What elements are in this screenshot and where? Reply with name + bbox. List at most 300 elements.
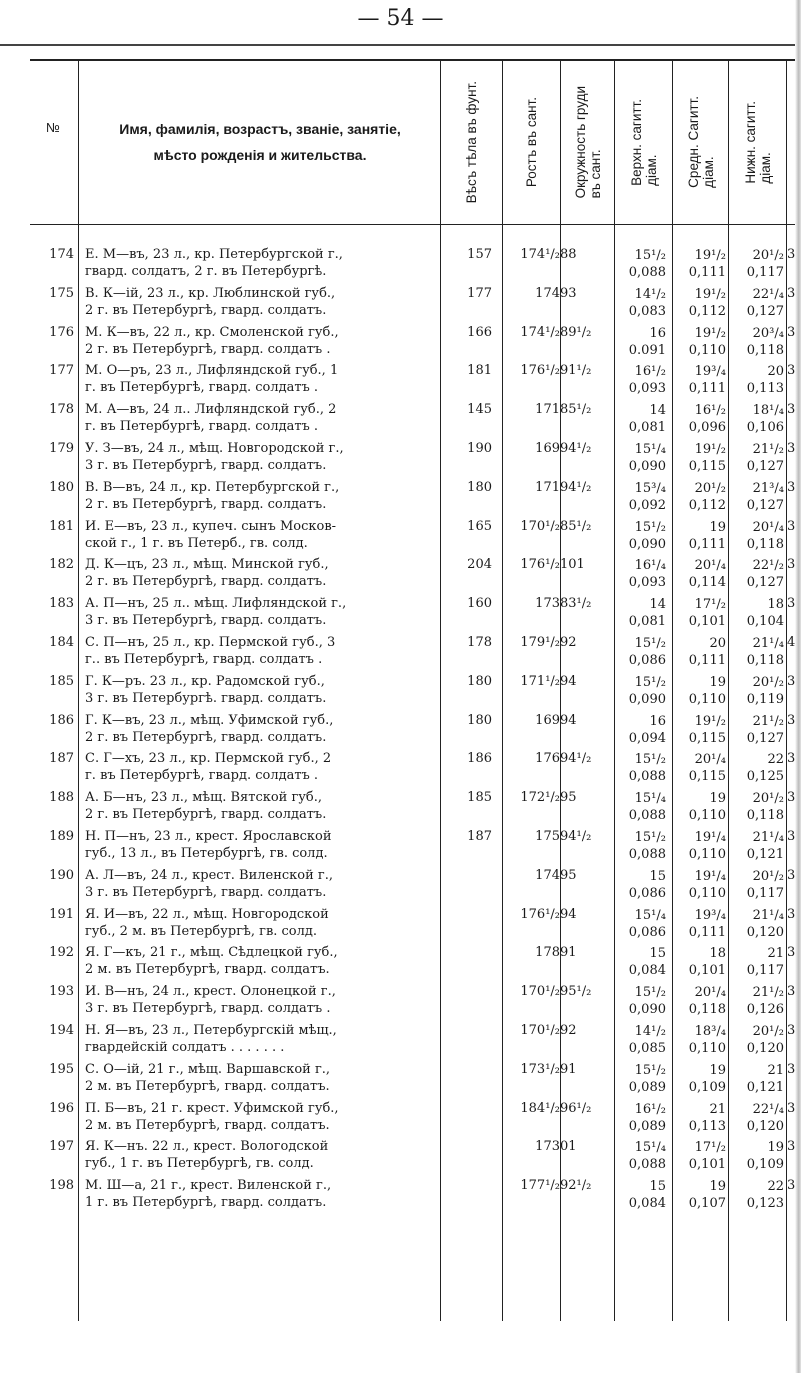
- middle-sagittal-ratio: 0,107: [688, 1196, 726, 1212]
- height-value: 179¹/₂: [520, 635, 560, 650]
- header-bottom-border: [30, 224, 801, 225]
- lower-sagittal-value: 21¹/₄: [752, 636, 784, 651]
- row-number: 178: [49, 402, 74, 418]
- cut-off-column-value: 3: [787, 751, 796, 767]
- upper-sagittal: [614, 751, 666, 785]
- row-number: 182: [49, 557, 74, 573]
- upper-sagittal-value: 14: [649, 403, 666, 419]
- table-row: [30, 439, 801, 478]
- description-line-1: Д. К—цъ, 23 л., мѣщ. Минской губ.,: [85, 557, 329, 573]
- lower-sagittal-ratio: 0,117: [746, 963, 784, 979]
- person-description: [85, 1061, 445, 1095]
- description-line-1: М. О—ръ, 23 л., Лифляндской губ., 1: [85, 363, 339, 379]
- middle-sagittal: [670, 286, 726, 320]
- upper-sagittal-value: 15¹/₂: [634, 830, 666, 845]
- person-description: [85, 712, 445, 746]
- page-edge-shadow: [795, 0, 801, 1373]
- upper-sagittal-ratio: 0,088: [628, 808, 666, 824]
- middle-sagittal-value: 17¹/₂: [694, 597, 726, 613]
- description-line-1: Г. К—въ, 23 л., мѣщ. Уфимской губ.,: [85, 712, 334, 728]
- upper-sagittal-ratio: 0.091: [628, 342, 666, 358]
- middle-sagittal-ratio: 0,115: [688, 459, 726, 474]
- person-description: [85, 401, 445, 435]
- lower-sagittal: [728, 596, 784, 630]
- lower-sagittal: [728, 519, 784, 553]
- cut-off-column-value: 3: [787, 402, 796, 418]
- table-row: [30, 905, 801, 944]
- weight-value: 180: [467, 712, 492, 728]
- chest-value: 93: [560, 285, 577, 301]
- middle-sagittal-value: 19: [709, 519, 726, 535]
- description-line-1: Г. К—ръ. 23 л., кр. Радомской губ.,: [85, 673, 325, 689]
- cut-off-column-value: 3: [787, 557, 796, 573]
- middle-sagittal-ratio: 0,114: [688, 575, 726, 591]
- middle-sagittal: [670, 402, 726, 436]
- cut-off-column-value: 3: [787, 1061, 796, 1077]
- upper-sagittal-value: 16¹/₂: [634, 1101, 666, 1117]
- row-number: 185: [49, 673, 74, 689]
- lower-sagittal-ratio: 0,127: [746, 459, 784, 474]
- table-row: [30, 1099, 801, 1138]
- middle-sagittal-value: 20¹/₂: [694, 480, 726, 496]
- height-value: 171¹/₂: [520, 673, 560, 689]
- middle-sagittal: [670, 325, 726, 359]
- description-line-2: г. въ Петербургѣ, гвард. солдатъ .: [85, 419, 319, 435]
- lower-sagittal-ratio: 0,126: [746, 1002, 784, 1018]
- page-number: — 54 —: [357, 6, 444, 31]
- chest-value: 85¹/₂: [560, 402, 592, 418]
- description-line-1: С. П—нъ, 25 л., кр. Пермской губ., 3: [85, 635, 336, 650]
- lower-sagittal-value: 21: [767, 946, 784, 962]
- person-description: [85, 944, 445, 978]
- person-description: [85, 1177, 445, 1211]
- upper-sagittal-ratio: 0,088: [628, 769, 666, 785]
- height-value: 173¹/₂: [520, 1061, 560, 1077]
- cut-off-column-value: 3: [787, 247, 796, 262]
- table-row: [30, 1021, 801, 1060]
- person-description: [85, 246, 445, 280]
- middle-sagittal: [670, 557, 726, 591]
- upper-sagittal-ratio: 0,088: [628, 1157, 666, 1173]
- middle-sagittal-value: 19: [709, 674, 726, 690]
- person-description: [85, 595, 445, 629]
- description-line-1: И. Е—въ, 23 л., купеч. сынъ Москов-: [85, 518, 337, 534]
- middle-sagittal-value: 19³/₄: [694, 907, 726, 923]
- middle-sagittal-ratio: 0,110: [688, 847, 726, 862]
- middle-sagittal-ratio: 0,110: [688, 808, 726, 824]
- upper-sagittal: [614, 790, 666, 824]
- description-line-1: Я. И—въ, 22 л., мѣщ. Новгородской: [85, 906, 329, 922]
- middle-sagittal: [670, 984, 726, 1018]
- lower-sagittal-value: 21: [767, 1062, 784, 1078]
- upper-sagittal-value: 15¹/₄: [634, 907, 666, 923]
- row-number: 175: [49, 285, 74, 301]
- middle-sagittal-value: 19¹/₂: [694, 442, 726, 457]
- lower-sagittal-ratio: 0,123: [746, 1196, 784, 1212]
- description-line-2: 2 г. въ Петербургѣ, гвард. солдатъ .: [85, 341, 331, 357]
- description-line-1: А. Л—въ, 24 л., крест. Виленской г.,: [85, 867, 333, 883]
- description-line-1: Н. П—нъ, 23 л., крест. Ярославской: [85, 829, 332, 844]
- lower-sagittal-value: 19: [767, 1140, 784, 1156]
- table-row: [30, 982, 801, 1021]
- upper-sagittal-value: 15¹/₂: [634, 248, 666, 263]
- lower-sagittal-ratio: 0,118: [746, 653, 784, 668]
- upper-sagittal: [614, 907, 666, 941]
- upper-sagittal: [614, 480, 666, 514]
- header-height: Ростъ въ сант.: [524, 96, 539, 188]
- lower-sagittal-ratio: 0,120: [746, 924, 784, 940]
- description-line-2: 2 г. въ Петербургѣ, гвард. солдатъ.: [85, 729, 327, 745]
- upper-sagittal: [614, 247, 666, 281]
- upper-sagittal-value: 14: [649, 597, 666, 613]
- table-row: [30, 711, 801, 750]
- upper-sagittal: [614, 984, 666, 1018]
- lower-sagittal-value: 22¹/₂: [752, 558, 784, 574]
- lower-sagittal: [728, 286, 784, 320]
- middle-sagittal-ratio: 0,111: [688, 381, 726, 397]
- person-description: [85, 285, 445, 319]
- height-value: 176¹/₂: [520, 557, 560, 573]
- description-line-2: 3 г. въ Петербургѣ, гвард. солдатъ.: [85, 884, 327, 900]
- middle-sagittal-ratio: 0,118: [688, 1002, 726, 1018]
- weight-value: 166: [467, 324, 492, 340]
- upper-sagittal: [614, 1062, 666, 1096]
- middle-sagittal-ratio: 0,110: [688, 691, 726, 707]
- upper-sagittal: [614, 557, 666, 591]
- lower-sagittal-value: 21³/₄: [752, 480, 784, 496]
- weight-value: 165: [467, 518, 492, 534]
- lower-sagittal-ratio: 0,119: [746, 691, 784, 707]
- chest-value: 91¹/₂: [560, 363, 592, 379]
- description-line-1: М. К—въ, 22 л., кр. Смоленской губ.,: [85, 324, 339, 340]
- table-row: [30, 943, 801, 982]
- weight-value: 180: [467, 673, 492, 689]
- header-chest: Окружность груди въ сант.: [572, 85, 603, 199]
- chest-value: 94: [560, 673, 577, 689]
- table-row: [30, 788, 801, 827]
- description-line-2: 2 г. въ Петербургѣ, гвард. солдатъ.: [85, 807, 327, 823]
- row-number: 195: [49, 1061, 74, 1077]
- lower-sagittal-ratio: 0,113: [746, 381, 784, 397]
- height-value: 170¹/₂: [520, 1023, 560, 1038]
- description-line-2: 2 г. въ Петербургѣ, гвард. солдатъ.: [85, 496, 327, 512]
- description-line-2: 3 г. въ Петербургѣ, гвард. солдатъ.: [85, 458, 327, 473]
- description-line-1: А. Б—нъ, 23 л., мѣщ. Вятской губ.,: [85, 790, 323, 806]
- upper-sagittal-value: 15¹/₂: [634, 674, 666, 690]
- description-line-1: С. О—ій, 21 г., мѣщ. Варшавской г.,: [85, 1061, 331, 1077]
- height-value: 173: [535, 596, 560, 612]
- upper-sagittal-ratio: 0,086: [628, 924, 666, 940]
- description-line-2: гвард. солдатъ, 2 г. въ Петербургѣ.: [85, 264, 327, 279]
- row-number: 176: [49, 324, 74, 340]
- middle-sagittal-ratio: 0,111: [688, 536, 726, 552]
- lower-sagittal-ratio: 0,118: [746, 536, 784, 552]
- height-value: 184¹/₂: [520, 1100, 560, 1116]
- person-description: [85, 983, 445, 1017]
- person-description: [85, 440, 445, 474]
- upper-sagittal-value: 15¹/₂: [634, 519, 666, 535]
- lower-sagittal: [728, 1101, 784, 1135]
- upper-sagittal-ratio: 0,094: [628, 730, 666, 746]
- middle-sagittal-ratio: 0,115: [688, 730, 726, 746]
- upper-sagittal-ratio: 0,090: [628, 691, 666, 707]
- height-value: 176: [535, 751, 560, 767]
- chest-value: 94¹/₂: [560, 441, 592, 456]
- table-row: [30, 361, 801, 400]
- description-line-2: губ., 13 л., въ Петербургѣ, гв. солд.: [85, 846, 328, 861]
- height-value: 174¹/₂: [520, 324, 560, 340]
- lower-sagittal-ratio: 0,121: [746, 847, 784, 862]
- table-row: [30, 284, 801, 323]
- chest-value: 95: [560, 867, 577, 883]
- upper-sagittal-value: 16¹/₄: [634, 558, 666, 574]
- description-line-2: губ., 2 м. въ Петербургѣ, гв. солд.: [85, 923, 318, 939]
- middle-sagittal: [670, 945, 726, 979]
- table-row: [30, 555, 801, 594]
- row-number: 198: [49, 1178, 74, 1194]
- person-description: [85, 634, 445, 668]
- lower-sagittal-ratio: 0,120: [746, 1118, 784, 1134]
- middle-sagittal-ratio: 0,110: [688, 885, 726, 901]
- top-rule: [0, 44, 801, 46]
- description-line-2: 2 г. въ Петербургѣ, гвард. солдатъ.: [85, 302, 327, 318]
- upper-sagittal-ratio: 0,081: [628, 614, 666, 630]
- middle-sagittal: [670, 751, 726, 785]
- chest-value: 95¹/₂: [560, 984, 592, 1000]
- table-row: [30, 633, 801, 672]
- height-value: 174: [535, 867, 560, 883]
- middle-sagittal-value: 18³/₄: [694, 1024, 726, 1039]
- middle-sagittal: [670, 713, 726, 747]
- upper-sagittal-value: 16: [649, 325, 666, 341]
- person-description: [85, 673, 445, 707]
- lower-sagittal: [728, 402, 784, 436]
- chest-value: 94¹/₂: [560, 829, 592, 844]
- upper-sagittal: [614, 519, 666, 553]
- table-row: [30, 827, 801, 866]
- table-row: [30, 517, 801, 556]
- lower-sagittal-value: 18: [767, 597, 784, 613]
- height-value: 178: [535, 945, 560, 961]
- header-upper-sagittal: Верхн. сагитт. діам.: [628, 98, 659, 186]
- lower-sagittal: [728, 325, 784, 359]
- chest-value: 95: [560, 790, 577, 806]
- upper-sagittal-ratio: 0,093: [628, 575, 666, 591]
- cut-off-column-value: 3: [787, 479, 796, 495]
- middle-sagittal-value: 16¹/₂: [694, 403, 726, 419]
- middle-sagittal-ratio: 0,110: [688, 1041, 726, 1056]
- middle-sagittal: [670, 441, 726, 475]
- upper-sagittal-value: 15¹/₄: [634, 791, 666, 807]
- row-number: 177: [49, 363, 74, 379]
- upper-sagittal-value: 15¹/₂: [634, 636, 666, 651]
- description-line-1: С. Г—хъ, 23 л., кр. Пермской губ., 2: [85, 751, 332, 767]
- lower-sagittal: [728, 247, 784, 281]
- row-number: 192: [49, 945, 74, 961]
- height-value: 177¹/₂: [520, 1178, 560, 1194]
- lower-sagittal-value: 21¹/₄: [752, 830, 784, 845]
- person-description: [85, 906, 445, 940]
- lower-sagittal: [728, 1023, 784, 1057]
- row-number: 180: [49, 479, 74, 495]
- header-lower-sagittal: Нижн. сагитт. діам.: [742, 100, 773, 184]
- upper-sagittal-ratio: 0,086: [628, 653, 666, 668]
- weight-value: 180: [467, 479, 492, 495]
- description-line-2: г. въ Петербургѣ, гвард. солдатъ .: [85, 768, 319, 784]
- upper-sagittal-value: 15¹/₄: [634, 1140, 666, 1156]
- lower-sagittal-ratio: 0,118: [746, 808, 784, 824]
- row-number: 183: [49, 596, 74, 612]
- header-middle-sagittal: Средн. Сагитт. діам.: [685, 96, 716, 188]
- upper-sagittal-ratio: 0,088: [628, 265, 666, 280]
- upper-sagittal: [614, 402, 666, 436]
- chest-value: 91: [560, 945, 577, 961]
- cut-off-column-value: 3: [787, 829, 796, 844]
- lower-sagittal: [728, 790, 784, 824]
- row-number: 188: [49, 790, 74, 806]
- lower-sagittal-value: 20¹/₂: [752, 868, 784, 884]
- table-row: [30, 400, 801, 439]
- table-row: [30, 245, 801, 284]
- upper-sagittal: [614, 1139, 666, 1173]
- table-row: [30, 478, 801, 517]
- cut-off-column-value: 3: [787, 712, 796, 728]
- chest-value: 94: [560, 712, 577, 728]
- weight-value: 190: [467, 441, 492, 456]
- description-line-2: 2 м. въ Петербургѣ, гвард. солдатъ.: [85, 1078, 330, 1094]
- lower-sagittal-value: 21¹/₂: [752, 713, 784, 729]
- upper-sagittal-value: 15¹/₂: [634, 752, 666, 768]
- lower-sagittal-value: 20¹/₂: [752, 1024, 784, 1039]
- upper-sagittal-value: 15¹/₂: [634, 1062, 666, 1078]
- chest-value: 94¹/₂: [560, 479, 592, 495]
- upper-sagittal-ratio: 0,084: [628, 963, 666, 979]
- weight-value: 185: [467, 790, 492, 806]
- middle-sagittal-ratio: 0,113: [688, 1118, 726, 1134]
- header-number: №: [46, 120, 60, 135]
- lower-sagittal-value: 20³/₄: [752, 325, 784, 341]
- height-value: 176¹/₂: [520, 906, 560, 922]
- weight-value: 178: [467, 635, 492, 650]
- upper-sagittal: [614, 325, 666, 359]
- middle-sagittal-ratio: 0,111: [688, 924, 726, 940]
- middle-sagittal: [670, 596, 726, 630]
- row-number: 179: [49, 441, 74, 456]
- weight-value: 204: [467, 557, 492, 573]
- chest-value: 101: [560, 557, 585, 573]
- person-description: [85, 362, 445, 396]
- middle-sagittal-value: 19¹/₄: [694, 830, 726, 845]
- upper-sagittal: [614, 945, 666, 979]
- lower-sagittal-value: 21¹/₂: [752, 985, 784, 1001]
- cut-off-column-value: 4: [787, 635, 796, 650]
- description-line-1: В. В—въ, 24 л., кр. Петербургской г.,: [85, 479, 340, 495]
- middle-sagittal-ratio: 0,101: [688, 1157, 726, 1173]
- lower-sagittal: [728, 441, 784, 475]
- row-number: 174: [49, 247, 74, 262]
- middle-sagittal-ratio: 0,109: [688, 1079, 726, 1095]
- description-line-2: г.. въ Петербургѣ, гвард. солдатъ .: [85, 652, 323, 667]
- description-line-1: В. К—ій, 23 л., кр. Люблинской губ.,: [85, 285, 336, 301]
- lower-sagittal: [728, 1062, 784, 1096]
- chest-value: 91: [560, 1061, 577, 1077]
- lower-sagittal-ratio: 0,125: [746, 769, 784, 785]
- weight-value: 160: [467, 596, 492, 612]
- upper-sagittal: [614, 441, 666, 475]
- upper-sagittal-ratio: 0,088: [628, 847, 666, 862]
- header-name: Имя, фамилія, возрастъ, званіе, занятіе, мѣсто рожденія и жительства.: [119, 121, 401, 163]
- middle-sagittal-value: 20¹/₄: [694, 985, 726, 1001]
- middle-sagittal-ratio: 0,096: [688, 420, 726, 436]
- upper-sagittal: [614, 596, 666, 630]
- cut-off-column-value: 3: [787, 867, 796, 883]
- person-description: [85, 789, 445, 823]
- description-line-2: гвардейскій солдатъ . . . . . . .: [85, 1040, 285, 1055]
- lower-sagittal-value: 20¹/₄: [752, 519, 784, 535]
- upper-sagittal-value: 15³/₄: [634, 480, 666, 496]
- lower-sagittal: [728, 829, 784, 863]
- description-line-1: Я. Г—къ, 21 г., мѣщ. Сѣдлецкой губ.,: [85, 945, 338, 961]
- lower-sagittal-value: 21¹/₂: [752, 442, 784, 457]
- description-line-1: П. Б—въ, 21 г. крест. Уфимской губ.,: [85, 1100, 339, 1116]
- upper-sagittal-value: 15¹/₂: [634, 985, 666, 1001]
- middle-sagittal-ratio: 0,110: [688, 342, 726, 358]
- row-number: 181: [49, 518, 74, 534]
- height-value: 170¹/₂: [520, 518, 560, 534]
- lower-sagittal: [728, 557, 784, 591]
- lower-sagittal-value: 20¹/₂: [752, 674, 784, 690]
- lower-sagittal: [728, 907, 784, 941]
- person-description: [85, 479, 445, 513]
- upper-sagittal: [614, 286, 666, 320]
- lower-sagittal: [728, 363, 784, 397]
- upper-sagittal-value: 16: [649, 713, 666, 729]
- middle-sagittal-value: 18: [709, 946, 726, 962]
- description-line-2: 2 м. въ Петербургѣ, гвард. солдатъ.: [85, 962, 330, 978]
- lower-sagittal: [728, 713, 784, 747]
- middle-sagittal-value: 17¹/₂: [694, 1140, 726, 1156]
- row-number: 186: [49, 712, 74, 728]
- lower-sagittal-ratio: 0,127: [746, 497, 784, 513]
- weight-value: 187: [467, 829, 492, 844]
- row-number: 187: [49, 751, 74, 767]
- middle-sagittal-value: 20¹/₄: [694, 558, 726, 574]
- cut-off-column-value: 3: [787, 945, 796, 961]
- upper-sagittal: [614, 1101, 666, 1135]
- height-value: 172¹/₂: [520, 790, 560, 806]
- middle-sagittal: [670, 907, 726, 941]
- upper-sagittal: [614, 713, 666, 747]
- description-line-2: 1 г. въ Петербургѣ, гвард. солдатъ.: [85, 1195, 327, 1211]
- lower-sagittal: [728, 480, 784, 514]
- person-description: [85, 1138, 445, 1172]
- row-number: 189: [49, 829, 74, 844]
- chest-value: 88: [560, 247, 577, 262]
- middle-sagittal-value: 19: [709, 1062, 726, 1078]
- upper-sagittal: [614, 1023, 666, 1057]
- cut-off-column-value: 3: [787, 1100, 796, 1116]
- lower-sagittal: [728, 984, 784, 1018]
- description-line-2: 3 г. въ Петербургѣ, гвард. солдатъ .: [85, 1001, 331, 1017]
- lower-sagittal-value: 22¹/₄: [752, 1101, 784, 1117]
- cut-off-column-value: 3: [787, 518, 796, 534]
- chest-value: 94: [560, 906, 577, 922]
- cut-off-column-value: 3: [787, 1023, 796, 1038]
- cut-off-column-value: 3: [787, 363, 796, 379]
- person-description: [85, 1022, 445, 1056]
- row-number: 184: [49, 635, 74, 650]
- description-line-2: 2 м. въ Петербургѣ, гвард. солдатъ.: [85, 1117, 330, 1133]
